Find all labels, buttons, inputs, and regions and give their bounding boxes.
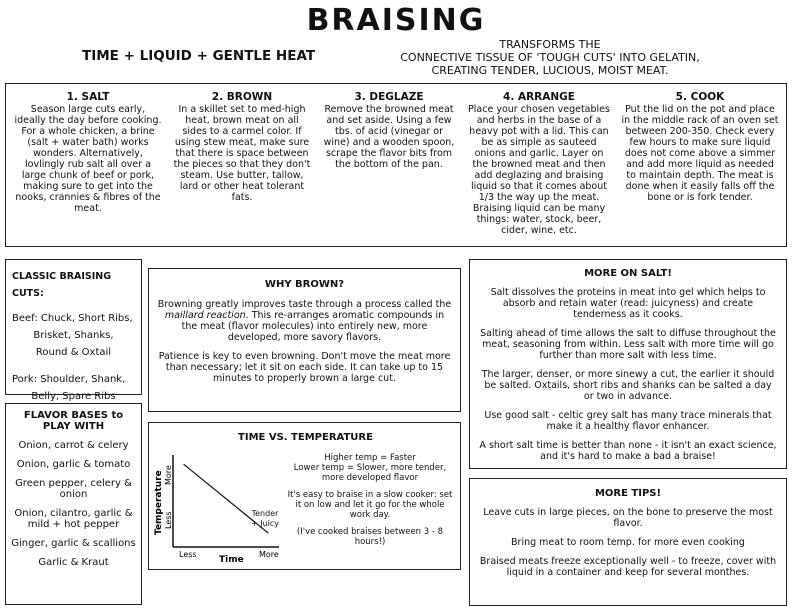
flavor-item: Green pepper, celery & onion <box>15 478 132 500</box>
y-axis-label: Temperature <box>154 470 164 535</box>
y-tick-less: Less <box>164 511 173 529</box>
panel-title: MORE ON SALT! <box>584 268 672 279</box>
time-temperature-panel <box>148 422 461 570</box>
step-deglaze <box>322 92 456 170</box>
why-text: . This re-arranges aromatic compounds in the meat (flavor molecules) into entirely new, more developed, more savory flavors. <box>181 310 445 343</box>
salt-paragraph: Salting ahead of time allows the salt to diffuse throughout the meat, seasoning from within. Less salt with more time will go further than more salt with less time. <box>480 328 776 361</box>
salt-paragraph: Use good salt - celtic grey salt has many trace minerals that make it a healthy flavor enhancer. <box>484 410 772 432</box>
chart-note: Lower temp = Slower, more tender, more developed flavor <box>293 463 447 483</box>
step-title: 3. DEGLAZE <box>354 91 424 103</box>
cuts-beef-line: Round & Oxtail <box>35 347 112 358</box>
transforms-text <box>360 38 740 77</box>
panel-title: WHY BROWN? <box>264 279 345 290</box>
step-text: Put the lid on the pot and place in the middle rack of an oven set between 200-350. Check every few hours to make sure liquid does not come above a simmer and add more liquid as needed to maintain depth. The meat is done when it easily falls off the bone or is fork tender. <box>621 104 779 203</box>
step-brown <box>172 92 312 203</box>
salt-paragraph: Salt dissolves the proteins in meat into gel which helps to absorb and retain water (read: juicyness) and create tenderness as it cooks. <box>490 287 766 320</box>
flavor-item: Garlic & Kraut <box>38 557 109 568</box>
page-title: BRAISING <box>306 3 486 38</box>
step-title: 1. SALT <box>66 91 110 103</box>
transforms-line: TRANSFORMS THE <box>499 38 601 51</box>
step-text: Season large cuts early, ideally the day before cooking. For a whole chicken, a brine (salt + water bath) works wonders. Alternatively, lovlingly rub salt all over a large chunk of beef or pork, making sure to get into the nooks, crannies & fibres of the meat. <box>14 104 162 214</box>
salt-paragraph: The larger, denser, or more sinewy a cut, the earlier it should be salted. Oxtails, short ribs and shanks can be salted a day or two in advance. <box>481 369 775 402</box>
flavor-item: Onion, garlic & tomato <box>16 459 131 470</box>
x-tick-less: Less <box>179 550 197 559</box>
panel-title: CLASSIC BRAISING CUTS: <box>12 271 112 299</box>
step-cook <box>620 92 780 203</box>
chart-note: Higher temp = Faster <box>324 453 416 463</box>
tip-paragraph: Leave cuts in large pieces, on the bone to preserve the most flavor. <box>483 507 773 529</box>
why-paragraph: Patience is key to even browning. Don't move the meat more than necessary; let it sit on each side. It can take up to 15 minutes to properly brown a large cut. <box>158 351 451 384</box>
maillard-term: maillard reaction <box>164 310 246 321</box>
step-title: 2. BROWN <box>211 91 273 103</box>
panel-title: MORE TIPS! <box>594 488 662 499</box>
flavor-item: Ginger, garlic & scallions <box>11 538 136 549</box>
cuts-beef-line: Brisket, Shanks, <box>33 330 114 341</box>
why-brown-panel <box>148 268 461 412</box>
tip-paragraph: Bring meat to room temp. for more even cooking <box>511 537 745 548</box>
panel-title: FLAVOR BASES to PLAY WITH <box>23 410 124 432</box>
cuts-beef-line: Beef: Chuck, Short Ribs, <box>12 313 133 324</box>
transforms-line: CONNECTIVE TISSUE OF 'TOUGH CUTS' INTO GELATIN, <box>400 51 700 64</box>
step-salt <box>14 92 162 214</box>
more-tips-panel <box>469 478 787 606</box>
chart-note: It's easy to braise in a slow cooker: set it on low and let it go for the whole work day. <box>287 490 453 520</box>
steps-panel <box>5 83 787 247</box>
page-subtitle: TIME + LIQUID + GENTLE HEAT <box>82 48 316 64</box>
cuts-pork-line: Belly, Spare Ribs <box>31 391 116 402</box>
chart-note: (I've cooked braises between 3 - 8 hours!) <box>296 527 444 547</box>
flavor-item: Onion, cilantro, garlic & mild + hot pepper <box>14 508 133 530</box>
x-tick-more: More <box>259 550 279 559</box>
why-paragraph <box>157 299 452 343</box>
chart-notes <box>285 453 455 554</box>
salt-paragraph: A short salt time is better than none - it isn't an exact science, and it's hard to make a bad a braise! <box>479 440 777 462</box>
braising-cuts-panel <box>5 259 142 402</box>
more-on-salt-panel <box>469 259 787 469</box>
flavor-bases-panel <box>5 403 142 605</box>
y-tick-more: More <box>164 465 173 485</box>
time-temperature-chart <box>149 445 291 569</box>
step-arrange <box>466 92 612 236</box>
flavor-item: Onion, carrot & celery <box>18 440 129 451</box>
step-title: 5. COOK <box>675 91 725 103</box>
step-text: In a skillet set to med-high heat, brown meat on all sides to a carmel color. If using stew meat, make sure that there is space between the pieces so that they don't steam. Use butter, tallow, lard or other heat tolerant fats. <box>173 104 311 203</box>
transforms-line: CREATING TENDER, LUCIOUS, MOIST MEAT. <box>431 64 669 77</box>
step-text: Remove the browned meat and set aside. Using a few tbs. of acid (vinegar or wine) and a wooden spoon, scrape the flavor bits from the bottom of the pan. <box>323 104 455 170</box>
step-text: Place your chosen vegetables and herbs in the base of a heavy pot with a lid. This can be as simple as sauteed onions and garlic. Layer on the browned meat and then add deglazing and braising liquid so that it comes about 1/3 the way up the meat. Braising liquid can be many things: water, stock, beer, cider, wine, etc. <box>468 104 610 236</box>
step-title: 4. ARRANGE <box>503 91 575 103</box>
cuts-pork-line: Pork: Shoulder, Shank, <box>12 374 126 385</box>
line-label: Tender + Juicy <box>250 509 280 528</box>
panel-title: TIME VS. TEMPERATURE <box>238 432 373 443</box>
x-axis-label: Time <box>219 555 244 565</box>
why-text: Browning greatly improves taste through a process called the <box>157 299 452 310</box>
tip-paragraph: Braised meats freeze exceptionally well - to freeze, cover with liquid in a container and keep for several monthes. <box>479 556 777 578</box>
